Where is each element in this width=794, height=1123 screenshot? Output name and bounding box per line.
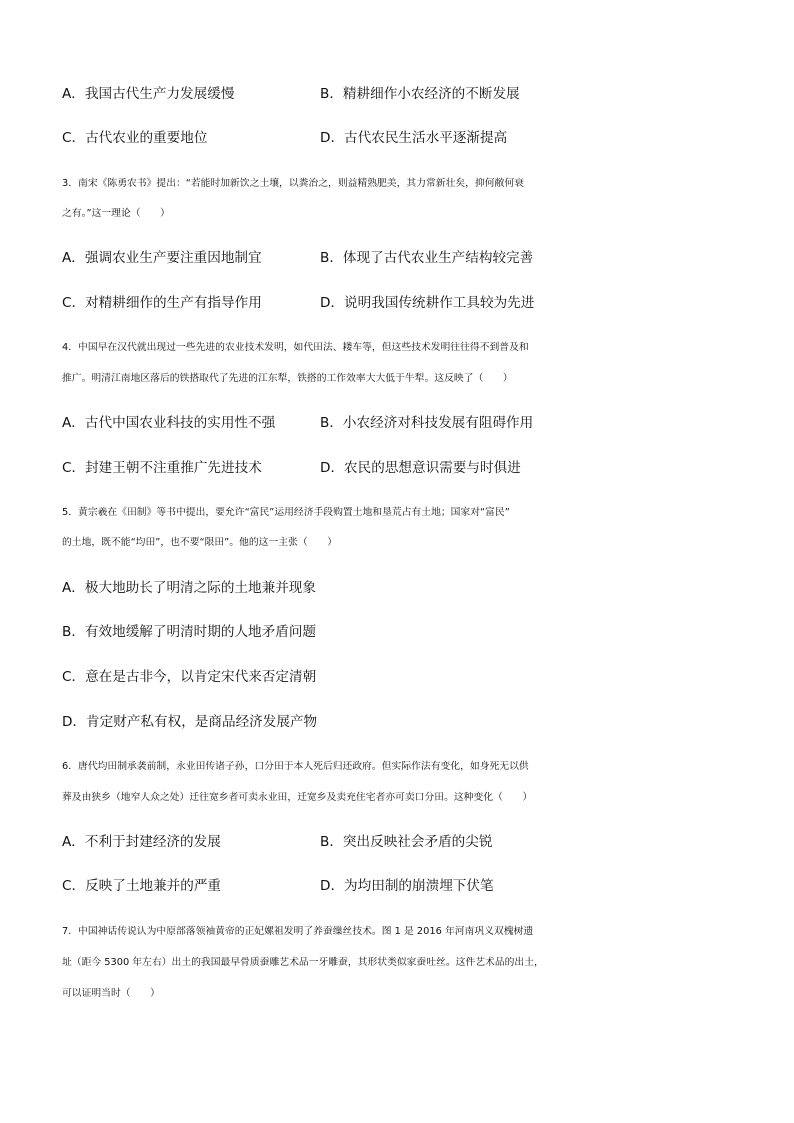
q6-option-c: C．反映了土地兼并的严重 <box>62 878 222 894</box>
q5-option-d: D．肯定财产私有权，是商品经济发展产物 <box>62 714 318 730</box>
q4-option-b: B．小农经济对科技发展有阻碍作用 <box>320 415 534 431</box>
q3-option-b: B．体现了古代农业生产结构较完善 <box>320 250 534 266</box>
q5-stem-line1: 5．黄宗羲在《田制》等书中提出，要允许“富民”运用经济手段购置土地和垦荒占有土地；国家对“富民” <box>62 507 510 518</box>
q5-option-c: C．意在是古非今，以肯定宋代来否定清朝 <box>62 669 317 685</box>
q2-option-a: A．我国古代生产力发展缓慢 <box>62 86 235 102</box>
q2-option-c: C．古代农业的重要地位 <box>62 130 208 146</box>
q3-option-d: D．说明我国传统耕作工具较为先进 <box>320 295 535 311</box>
q4-stem-line2: 推广。明清江南地区落后的铁搭取代了先进的江东犁，铁搭的工作效率大大低于牛犁。这反映了（ ） <box>62 373 513 384</box>
q2-option-b: B．精耕细作小农经济的不断发展 <box>320 86 520 102</box>
q3-option-a: A．强调农业生产要注重因地制宜 <box>62 250 262 266</box>
q3-stem-line1: 3．南宋《陈勇农书》提出：“若能时加新饮之土壤，以粪治之，则益精熟肥美，其力常新壮矣，抑何敝何衰 <box>62 178 524 189</box>
q5-option-a: A．极大地助长了明清之际的土地兼并现象 <box>62 580 316 596</box>
q4-option-c: C．封建王朝不注重推广先进技术 <box>62 460 262 476</box>
q6-option-d: D．为均田制的崩溃埋下伏笔 <box>320 878 494 894</box>
q6-option-b: B．突出反映社会矛盾的尖锐 <box>320 834 493 850</box>
q3-stem-line2: 之有。”这一理论（ ） <box>62 208 170 219</box>
q7-stem-line2: 址（距今 5300 年左右）出土的我国最早骨质蚕雕艺术品一牙雕蚕，其形状类似家蚕吐丝。这件艺术品的出土， <box>62 957 544 968</box>
q7-stem-line3: 可以证明当时（ ） <box>62 988 160 999</box>
q4-option-a: A．古代中国农业科技的实用性不强 <box>62 415 276 431</box>
q6-stem-line1: 6．唐代均田制承袭前制，永业田传诸子孙，口分田于本人死后归还政府。但实际作法有变化，如身死无以供 <box>62 761 529 772</box>
q3-option-c: C．对精耕细作的生产有指导作用 <box>62 295 262 311</box>
q5-stem-line2: 的土地，既不能“均田”，也不要“限田”。他的这一主张（ ） <box>62 537 338 548</box>
q6-option-a: A．不利于封建经济的发展 <box>62 834 221 850</box>
q6-stem-line2: 葬及由狭乡（地窄人众之处）迁往宽乡者可卖永业田，迁宽乡及卖充住宅者亦可卖口分田。这种变化（ ） <box>62 792 533 803</box>
q4-option-d: D．农民的思想意识需要与时俱进 <box>320 460 521 476</box>
q4-stem-line1: 4．中国早在汉代就出现过一些先进的农业技术发明，如代田法、耧车等，但这些技术发明往往得不到普及和 <box>62 342 529 353</box>
q2-option-d: D．古代农民生活水平逐渐提高 <box>320 130 508 146</box>
q7-stem-line1: 7．中国神话传说认为中原部落领袖黄帝的正妃嫘祖发明了养蚕缫丝技术。图 1 是 2016 年河南巩义双槐树遗 <box>62 926 534 937</box>
q5-option-b: B．有效地缓解了明清时期的人地矛盾问题 <box>62 624 317 640</box>
